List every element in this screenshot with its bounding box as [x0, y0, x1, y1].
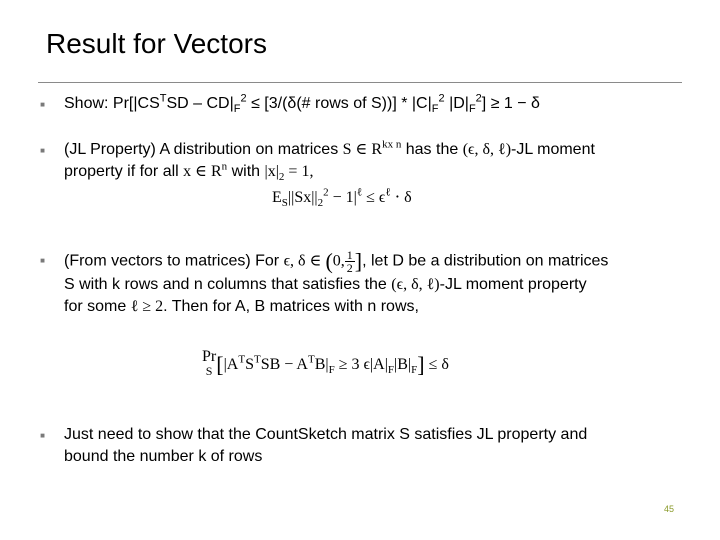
text-segment: SD – CD| [166, 95, 234, 112]
norm-sub: 2 [278, 171, 285, 184]
bullet-marker: ■ [40, 431, 45, 440]
text-segment: (From vectors to matrices) For [64, 252, 284, 270]
fraction-denominator: 2 [346, 261, 353, 275]
formula-part: ≥ 3 ϵ|A| [334, 356, 388, 373]
text-segment: Show: Pr[|CS [64, 95, 160, 112]
text-segment: with [227, 163, 265, 180]
text-segment: . Then for A, B matrices with n rows, [163, 298, 419, 315]
formula-sup: ℓ [385, 186, 391, 199]
pr-sub: S [205, 364, 213, 378]
bullet-marker: ■ [40, 146, 45, 155]
formula-sub: F [328, 364, 335, 377]
square-sup: 2 [475, 92, 482, 105]
text-line [64, 296, 694, 318]
bullet-vectors-to-matrices [64, 249, 694, 318]
math-eq-one: = 1, [284, 163, 314, 180]
formula-sup: T [238, 353, 246, 366]
text-segment: , let D be a distribution on matrices [362, 252, 609, 270]
text-line [64, 139, 694, 161]
math-zero: 0, [332, 252, 345, 270]
formula-part: − 1| [328, 189, 357, 206]
pr-label: Pr [202, 348, 217, 365]
paren-open: ( [325, 248, 333, 274]
formula-part: |A [223, 356, 239, 373]
math-x-in-r: x ∈ R [183, 163, 222, 180]
slide-title: Result for Vectors [46, 28, 267, 59]
formula-sub: 2 [317, 197, 324, 210]
math-ell-ge-2: ℓ ≥ 2 [130, 298, 164, 315]
bullet-jl-property [64, 139, 694, 183]
math-eps-delta-ell: (ϵ, δ, ℓ) [462, 141, 512, 158]
text-line [64, 274, 694, 296]
text-segment: -JL moment property [439, 276, 587, 293]
text-line [64, 161, 694, 183]
square-sup: 2 [438, 92, 445, 105]
text-line [64, 249, 694, 274]
bullet-marker: ■ [40, 100, 45, 109]
text-segment: has the [401, 141, 463, 158]
formula-part: |B| [394, 356, 412, 373]
math-eps-delta-in: ϵ, δ ∈ [283, 252, 326, 270]
text-segment: -JL moment [511, 141, 595, 158]
formula-sub: F [411, 364, 418, 377]
fraction-one-half [345, 249, 355, 274]
text-segment: (JL Property) A distribution on matrices [64, 141, 343, 158]
text-line: bound the number k of rows [64, 448, 263, 465]
formula-part: E [272, 189, 282, 206]
formula-sub: S [281, 197, 288, 210]
frobenius-sub: F [468, 103, 476, 116]
formula-part: ⋅ δ [390, 189, 412, 206]
transpose-sup: T [159, 92, 167, 105]
formula-sup: T [307, 353, 315, 366]
formula-part: B| [314, 356, 329, 373]
formula-sup: ℓ [356, 186, 363, 199]
square-sup: 2 [240, 92, 247, 105]
formula-part: ≤ δ [424, 356, 449, 373]
title-divider [38, 82, 682, 83]
formula-sup: T [253, 353, 261, 366]
paren-close: ] [354, 248, 363, 274]
math-norm-x: |x| [264, 163, 279, 180]
text-line: Just need to show that the CountSketch matrix S satisfies JL property and [64, 426, 588, 443]
bullet-show-statement [64, 93, 694, 115]
math-eps-delta-ell: (ϵ, δ, ℓ) [391, 276, 440, 293]
formula-part: S [245, 356, 254, 373]
formula-sub: F [387, 364, 395, 377]
jl-moment-formula [272, 186, 412, 210]
math-s-in-r: S ∈ R [342, 141, 383, 158]
formula-part: ||Sx|| [287, 189, 318, 206]
pr-operator [202, 350, 216, 378]
fraction-numerator: 1 [346, 248, 353, 262]
text-segment: |D| [444, 95, 469, 112]
formula-sup: 2 [323, 186, 329, 199]
dim-sup: kx n [382, 138, 402, 151]
formula-part: ≤ ϵ [362, 189, 386, 206]
formula-part: SB − A [260, 356, 308, 373]
dim-sup: n [221, 160, 228, 173]
frobenius-sub: F [431, 103, 439, 116]
bracket-close: ] [417, 352, 425, 377]
text-segment: for some [64, 298, 131, 315]
bullet-marker: ■ [40, 256, 45, 265]
text-segment: ≤ [3/(δ(# rows of S))] * |C| [246, 95, 432, 112]
frobenius-sub: F [233, 103, 241, 116]
page-number: 45 [664, 504, 675, 514]
matrix-product-formula [202, 350, 449, 378]
text-segment: property if for all [64, 163, 184, 180]
text-segment: ] ≥ 1 − δ [481, 95, 540, 112]
bracket-open: [ [216, 352, 224, 377]
text-segment: S with k rows and n columns that satisfies the [64, 276, 392, 293]
bullet-countsketch [64, 424, 694, 468]
